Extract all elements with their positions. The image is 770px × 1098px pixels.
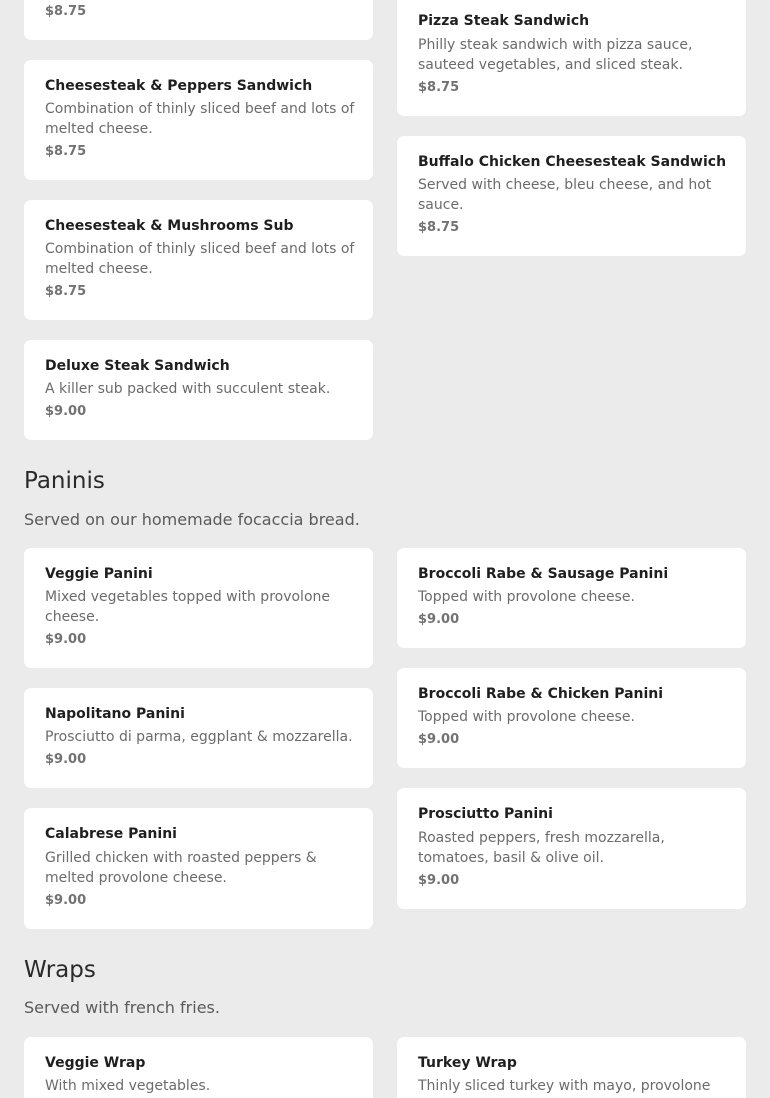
item-price: $8.75 xyxy=(418,80,460,95)
menu-item-card[interactable] xyxy=(24,548,373,668)
item-description: With mixed vegetables. xyxy=(45,1078,211,1094)
item-name: Cheesesteak & Peppers Sandwich xyxy=(45,78,313,94)
item-description: Prosciutto di parma, eggplant & mozzarella. xyxy=(45,729,353,745)
item-price: $8.75 xyxy=(45,284,87,299)
menu-item-card[interactable] xyxy=(24,200,373,320)
item-name: Cheesesteak & Mushrooms Sub xyxy=(45,218,294,234)
item-name: Napolitano Panini xyxy=(45,706,185,722)
item-name: Broccoli Rabe & Chicken Panini xyxy=(418,686,664,702)
item-name: Calabrese Panini xyxy=(45,826,177,842)
item-description: Served with cheese, bleu cheese, and hot sauce. xyxy=(418,177,712,213)
item-description: Combination of thinly sliced beef and lots of melted cheese. xyxy=(45,101,355,137)
item-description: Topped with provolone cheese. xyxy=(418,589,635,605)
item-description: A killer sub packed with succulent steak. xyxy=(45,381,331,397)
item-description: Mixed vegetables topped with provolone cheese. xyxy=(45,589,330,625)
section-subtitle-paninis: Served on our homemade focaccia bread. xyxy=(24,510,360,529)
section-subtitle-wraps: Served with french fries. xyxy=(24,998,220,1017)
item-price: $9.00 xyxy=(45,893,87,908)
item-price: $8.75 xyxy=(418,220,460,235)
menu-item-card[interactable] xyxy=(397,0,746,116)
item-name: Deluxe Steak Sandwich xyxy=(45,358,230,374)
item-price: $9.00 xyxy=(418,732,460,747)
item-name: Turkey Wrap xyxy=(418,1055,517,1071)
menu-item-card[interactable] xyxy=(397,788,746,909)
item-price: $8.75 xyxy=(45,4,87,19)
menu-item-card[interactable] xyxy=(24,808,373,929)
item-price: $9.00 xyxy=(45,752,87,767)
menu-item-card[interactable] xyxy=(24,1037,373,1098)
item-price: $9.00 xyxy=(418,873,460,888)
item-price: $8.75 xyxy=(45,144,87,159)
menu-item-card[interactable] xyxy=(24,340,373,440)
menu-item-card[interactable] xyxy=(397,1037,746,1098)
menu-item-card[interactable] xyxy=(24,0,373,40)
item-price: $9.00 xyxy=(418,612,460,627)
menu-item-card[interactable] xyxy=(397,668,746,768)
item-name: Broccoli Rabe & Sausage Panini xyxy=(418,566,669,582)
menu-item-card[interactable] xyxy=(397,136,746,256)
item-description: Grilled chicken with roasted peppers & melted provolone cheese. xyxy=(45,850,317,886)
item-name: Pizza Steak Sandwich xyxy=(418,13,590,29)
item-name: Veggie Panini xyxy=(45,566,153,582)
section-title-paninis: Paninis xyxy=(24,468,105,494)
item-name: Veggie Wrap xyxy=(45,1055,146,1071)
item-name: Buffalo Chicken Cheesesteak Sandwich xyxy=(418,154,727,170)
item-description: Combination of thinly sliced beef and lots of melted cheese. xyxy=(45,241,355,277)
item-name: Prosciutto Panini xyxy=(418,806,553,822)
item-description: Philly steak sandwich with pizza sauce, sauteed vegetables, and sliced steak. xyxy=(418,37,693,73)
item-description: Topped with provolone cheese. xyxy=(418,709,635,725)
section-title-wraps: Wraps xyxy=(24,957,96,983)
item-price: $9.00 xyxy=(45,632,87,647)
menu-item-card[interactable] xyxy=(24,688,373,788)
menu-item-card[interactable] xyxy=(24,60,373,180)
item-description: Roasted peppers, fresh mozzarella, tomatoes, basil & olive oil. xyxy=(418,830,665,866)
item-price: $9.00 xyxy=(45,404,87,419)
menu-item-card[interactable] xyxy=(397,548,746,648)
item-description: Thinly sliced turkey with mayo, provolone xyxy=(418,1078,711,1094)
